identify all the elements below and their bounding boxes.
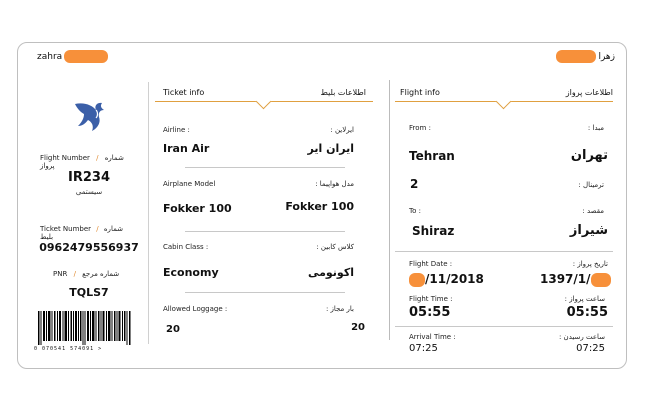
ticket-info-title-fa: اطلاعات بلیط: [320, 88, 366, 97]
arrival-label-fa: ساعت رسیدن :: [558, 333, 605, 341]
time-label-fa: ساعت پرواز :: [564, 295, 605, 303]
model-label-fa: مدل هواپیما :: [315, 180, 354, 188]
time-fa: 05:55: [566, 305, 608, 320]
time-en: 05:55: [409, 305, 451, 320]
pnr-label: PNR / شماره مرجع: [53, 270, 120, 278]
airline-fa: ایران ایر: [307, 142, 354, 155]
separator: [395, 251, 613, 252]
flight-info-title-en: Flight info: [400, 88, 440, 97]
separator: [185, 231, 345, 232]
flight-info-title-fa: اطلاعات پرواز: [565, 88, 613, 97]
pnr-value: TQLS7: [69, 286, 109, 299]
flight-number-value: IR234: [68, 170, 110, 185]
terminal-label-fa: ترمینال :: [578, 181, 604, 189]
separator: [185, 167, 345, 168]
date-label-fa: تاریخ پرواز :: [572, 260, 608, 268]
to-label-fa: مقصد :: [582, 207, 604, 215]
cabin-label-en: Cabin Class :: [163, 243, 209, 251]
column-divider: [148, 82, 149, 344]
airline-en: Iran Air: [163, 142, 210, 155]
separator: [395, 326, 613, 327]
passenger-name-en: zahra: [37, 50, 108, 63]
date-en: /11/2018: [409, 272, 484, 287]
ticket-number-label: Ticket Number / شماره بلیط: [40, 225, 123, 241]
time-label-en: Flight Time :: [409, 295, 453, 303]
flight-number-label: Flight Number / شماره پرواز: [40, 154, 124, 170]
redaction-mark: [409, 273, 425, 287]
arrival-label-en: Arrival Time :: [409, 333, 456, 341]
model-label-en: Airplane Model: [163, 180, 216, 188]
to-fa: شیراز: [569, 223, 608, 238]
model-en: Fokker 100: [163, 202, 232, 215]
model-fa: Fokker 100: [285, 200, 354, 213]
barcode: [36, 311, 136, 349]
to-en: Shiraz: [412, 224, 455, 238]
cabin-fa: اکونومی: [307, 266, 354, 279]
arrival-en: 07:25: [409, 343, 438, 354]
airline-label-fa: ایرلاین :: [330, 126, 354, 134]
column-divider: [389, 80, 390, 340]
luggage-label-en: Allowed Loggage :: [163, 305, 228, 313]
date-fa: 1397/1/: [540, 272, 611, 287]
luggage-label-fa: بار مجاز :: [325, 305, 354, 313]
redaction-mark: [591, 273, 611, 287]
separator: [185, 292, 345, 293]
luggage-fa: 20: [351, 322, 365, 333]
from-label-en: From :: [409, 124, 431, 132]
arrival-fa: 07:25: [576, 343, 605, 354]
cabin-label-fa: کلاس کابین :: [316, 243, 354, 251]
from-fa: تهران: [570, 148, 608, 163]
flight-system-label: سیستمی: [75, 188, 103, 196]
redaction-mark: [556, 50, 596, 63]
ticket-number-value: 0962479556937: [39, 241, 139, 254]
passenger-name-fa: زهرا: [556, 50, 615, 63]
ticket-info-title-en: Ticket info: [163, 88, 205, 97]
terminal-value: 2: [410, 177, 419, 191]
airline-label-en: Airline :: [163, 126, 190, 134]
cabin-en: Economy: [163, 266, 219, 279]
from-label-fa: مبدا :: [587, 124, 604, 132]
homa-bird-icon: [70, 96, 110, 136]
to-label-en: To :: [409, 207, 421, 215]
date-label-en: Flight Date :: [409, 260, 453, 268]
luggage-en: 20: [166, 324, 180, 335]
barcode-digits: 0 070541 574091 >: [34, 346, 103, 352]
redaction-mark: [64, 50, 108, 63]
from-en: Tehran: [409, 149, 455, 163]
